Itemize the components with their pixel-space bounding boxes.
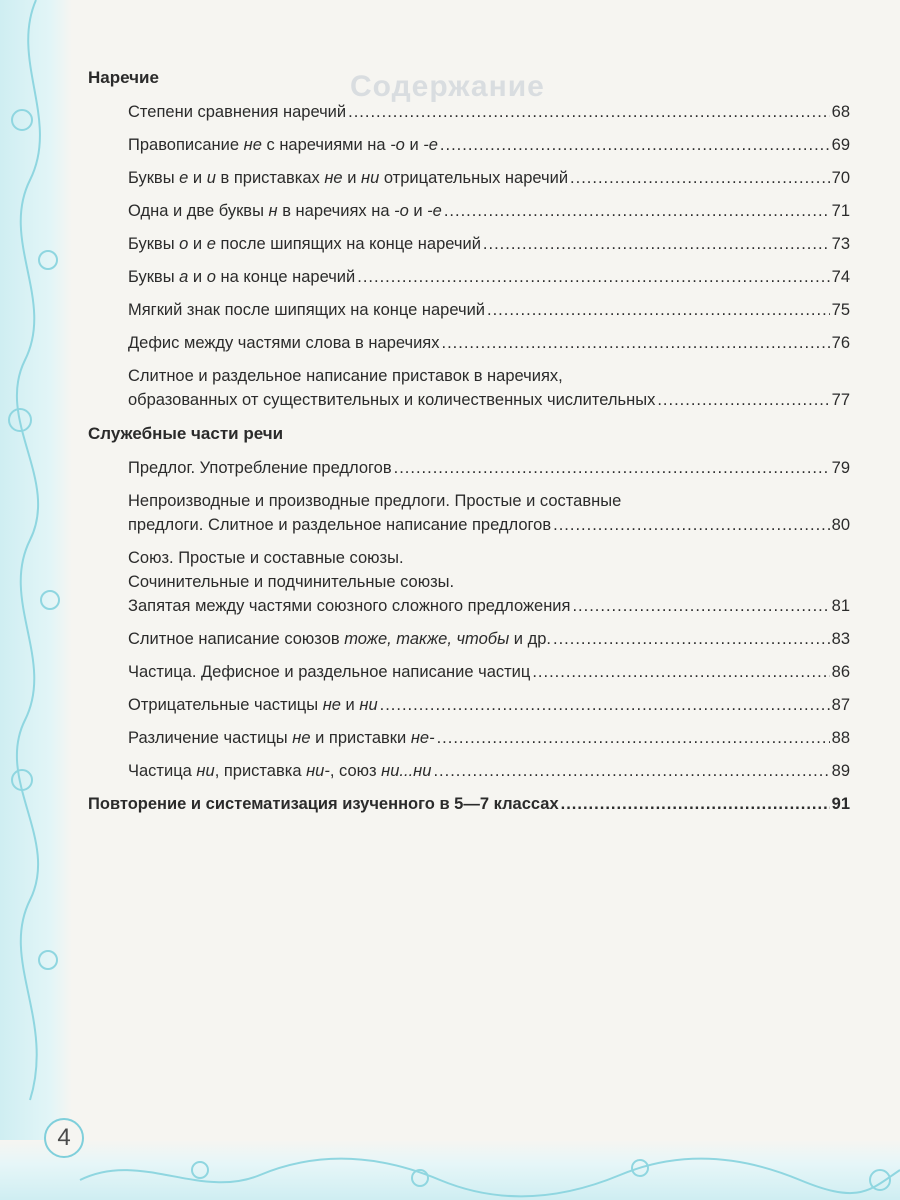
title-fragment: , приставка — [214, 762, 307, 780]
title-fragment: отрицательных наречий — [379, 169, 569, 187]
title-fragment: Дефис между частями слова в наречиях — [128, 334, 440, 352]
toc-entry[interactable] — [128, 331, 850, 355]
toc-entry-title — [128, 456, 392, 480]
title-fragment: и — [340, 696, 360, 714]
toc-page-number: 89 — [831, 762, 850, 780]
dot-leader — [357, 265, 829, 289]
toc-entry-line — [128, 388, 850, 412]
toc-entry-title — [128, 388, 655, 412]
toc-entry[interactable] — [128, 546, 850, 618]
toc-page-number: 69 — [831, 136, 850, 154]
dot-leader — [440, 133, 830, 157]
title-fragment: и — [206, 169, 216, 187]
title-fragment: -о — [394, 202, 409, 220]
toc-entry[interactable] — [128, 166, 850, 190]
title-fragment: о — [206, 268, 216, 286]
decorative-floral-border-left — [0, 0, 72, 1200]
toc-entry[interactable] — [128, 726, 850, 750]
section-heading: Наречие — [88, 68, 159, 87]
title-fragment: и — [408, 202, 428, 220]
dot-leader — [487, 298, 830, 322]
toc-entry-line — [128, 199, 850, 223]
title-fragment: Одна и две буквы — [128, 202, 269, 220]
toc-page-number: 83 — [831, 630, 850, 648]
dot-leader — [348, 100, 830, 124]
dot-leader — [572, 594, 829, 618]
title-fragment: Частица — [128, 762, 197, 780]
swirl-ornament-icon — [0, 0, 72, 1200]
title-fragment: о — [179, 235, 189, 253]
title-fragment: и др. — [509, 630, 551, 648]
title-fragment: Буквы — [128, 169, 180, 187]
toc-entry-title — [128, 759, 431, 783]
toc-entry-title — [128, 594, 570, 618]
toc-entry-title — [128, 660, 530, 684]
toc-entry-line — [128, 364, 850, 388]
dot-leader — [483, 232, 830, 256]
toc-entry[interactable] — [128, 489, 850, 537]
toc-entry-line — [128, 232, 850, 256]
toc-page-number: 68 — [831, 103, 850, 121]
toc-entry-line — [128, 166, 850, 190]
toc-entry[interactable] — [128, 759, 850, 783]
title-fragment: Слитное написание союзов — [128, 630, 345, 648]
dot-leader — [570, 166, 830, 190]
title-fragment: ни- — [306, 762, 330, 780]
toc-entry[interactable] — [128, 133, 850, 157]
title-fragment: и — [188, 235, 207, 253]
title-fragment: предлоги. Слитное и раздельное написание предлогов — [128, 516, 552, 534]
title-fragment: Запятая между частями союзного сложного предложения — [128, 597, 571, 615]
toc-entry-line — [128, 133, 850, 157]
toc-entry-title — [128, 489, 621, 513]
dot-leader — [657, 388, 829, 412]
toc-entry[interactable] — [128, 364, 850, 412]
title-fragment: , союз — [329, 762, 382, 780]
toc-entry-line — [128, 759, 850, 783]
title-fragment: в наречиях на — [277, 202, 395, 220]
toc-page-number: 81 — [831, 597, 850, 615]
dot-leader — [561, 792, 830, 816]
title-fragment: ни — [359, 696, 378, 714]
toc-entry-title — [128, 133, 438, 157]
toc-entry-title — [88, 792, 559, 816]
toc-entry-title — [128, 513, 551, 537]
toc-entry-line — [128, 546, 850, 570]
title-fragment: -о — [390, 136, 405, 154]
toc-entry[interactable] — [88, 792, 850, 816]
toc-page-number: 91 — [831, 795, 850, 813]
title-fragment: ни — [196, 762, 215, 780]
title-fragment: в приставках — [215, 169, 325, 187]
decorative-floral-border-bottom — [0, 1140, 900, 1200]
title-fragment: с наречиями на — [261, 136, 391, 154]
toc-entry[interactable] — [128, 627, 850, 651]
toc-page-number: 79 — [831, 459, 850, 477]
toc-entry[interactable] — [128, 265, 850, 289]
title-fragment: е — [206, 235, 216, 253]
toc-entry-title — [128, 693, 378, 717]
toc-entry-line — [128, 265, 850, 289]
toc-entry-title — [128, 570, 454, 594]
toc-page-number: 70 — [831, 169, 850, 187]
dot-leader — [380, 693, 830, 717]
toc-entry-line — [128, 660, 850, 684]
title-fragment: ни — [361, 169, 380, 187]
swirl-ornament-icon — [0, 1140, 900, 1200]
title-fragment: не — [322, 696, 341, 714]
toc-entry-line — [128, 298, 850, 322]
page-number: 4 — [44, 1118, 84, 1158]
title-fragment: а — [179, 268, 189, 286]
title-fragment: н — [268, 202, 278, 220]
title-fragment: Повторение и систематизация изученного в 5—7 классах — [88, 795, 559, 813]
toc-entry-line — [128, 331, 850, 355]
title-fragment: и — [342, 169, 361, 187]
section-heading: Служебные части речи — [88, 424, 284, 443]
toc-entry[interactable] — [128, 298, 850, 322]
toc-entry-title — [128, 726, 435, 750]
toc-entry-line — [128, 489, 850, 513]
toc-entry-title — [128, 166, 568, 190]
title-fragment: Различение частицы — [128, 729, 293, 747]
toc-page-number: 74 — [831, 268, 850, 286]
title-fragment: Слитное и раздельное написание приставок в наречиях, — [128, 367, 563, 385]
title-fragment: и — [404, 136, 424, 154]
title-fragment: не- — [410, 729, 435, 747]
toc-entry-title — [128, 199, 442, 223]
dot-leader — [553, 627, 830, 651]
title-fragment: е — [179, 169, 189, 187]
toc-entry-line — [128, 726, 850, 750]
toc-entry[interactable] — [128, 660, 850, 684]
title-fragment: на конце наречий — [215, 268, 356, 286]
title-fragment: Непроизводные и производные предлоги. Простые и составные — [128, 492, 622, 510]
toc-page-number: 71 — [831, 202, 850, 220]
title-fragment: не — [292, 729, 311, 747]
title-fragment: Степени сравнения наречий — [128, 103, 347, 121]
title-fragment: Союз. Простые и составные союзы. — [128, 549, 404, 567]
toc-entry[interactable] — [128, 100, 850, 124]
table-of-contents — [88, 66, 850, 825]
title-fragment: и — [188, 169, 207, 187]
toc-entry-title — [128, 364, 563, 388]
title-fragment: ни...ни — [381, 762, 432, 780]
dot-leader — [444, 199, 830, 223]
title-fragment: Частица. Дефисное и раздельное написание частиц — [128, 663, 531, 681]
toc-entry-title — [128, 627, 551, 651]
title-fragment: и приставки — [310, 729, 411, 747]
toc-page-number: 75 — [831, 301, 850, 319]
toc-entry-title — [128, 331, 440, 355]
title-fragment: Правописание — [128, 136, 244, 154]
dot-leader — [553, 513, 830, 537]
toc-entry[interactable] — [128, 199, 850, 223]
toc-page-number: 88 — [831, 729, 850, 747]
title-fragment: Мягкий знак после шипящих на конце наречий — [128, 301, 486, 319]
toc-entry-title — [128, 265, 355, 289]
title-fragment: после шипящих на конце наречий — [215, 235, 481, 253]
toc-entry-title — [128, 546, 404, 570]
dot-leader — [532, 660, 829, 684]
title-fragment: Сочинительные и подчинительные союзы. — [128, 573, 455, 591]
toc-entry-line — [128, 570, 850, 594]
toc-entry-line — [88, 792, 850, 816]
toc-page-number: 80 — [831, 516, 850, 534]
dot-leader — [442, 331, 830, 355]
title-fragment: и — [188, 268, 207, 286]
title-fragment: Предлог. Употребление предлогов — [128, 459, 392, 477]
toc-entry-line — [128, 693, 850, 717]
bleed-through-title: Содержание — [350, 70, 545, 103]
dot-leader — [433, 759, 829, 783]
toc-entry-line — [128, 594, 850, 618]
title-fragment: не — [324, 169, 343, 187]
toc-entry-line — [128, 100, 850, 124]
title-fragment: Буквы — [128, 235, 180, 253]
toc-entry[interactable] — [128, 232, 850, 256]
title-fragment: не — [243, 136, 262, 154]
title-fragment: тоже, также, чтобы — [344, 630, 510, 648]
toc-page-number: 86 — [831, 663, 850, 681]
toc-entry-title — [128, 298, 485, 322]
toc-entry-line — [128, 456, 850, 480]
title-fragment: Отрицательные частицы — [128, 696, 323, 714]
toc-page-number: 73 — [831, 235, 850, 253]
toc-page-number: 76 — [831, 334, 850, 352]
title-fragment: Буквы — [128, 268, 180, 286]
title-fragment: -е — [423, 136, 438, 154]
toc-entry-title — [128, 100, 346, 124]
title-fragment: образованных от существительных и количественных числительных — [128, 391, 656, 409]
toc-entry[interactable] — [128, 456, 850, 480]
toc-entry-line — [128, 627, 850, 651]
toc-entry-title — [128, 232, 481, 256]
toc-page-number: 87 — [831, 696, 850, 714]
toc-entry-line — [128, 513, 850, 537]
title-fragment: -е — [427, 202, 442, 220]
dot-leader — [437, 726, 830, 750]
toc-entry[interactable] — [128, 693, 850, 717]
toc-page-number: 77 — [831, 391, 850, 409]
dot-leader — [394, 456, 830, 480]
